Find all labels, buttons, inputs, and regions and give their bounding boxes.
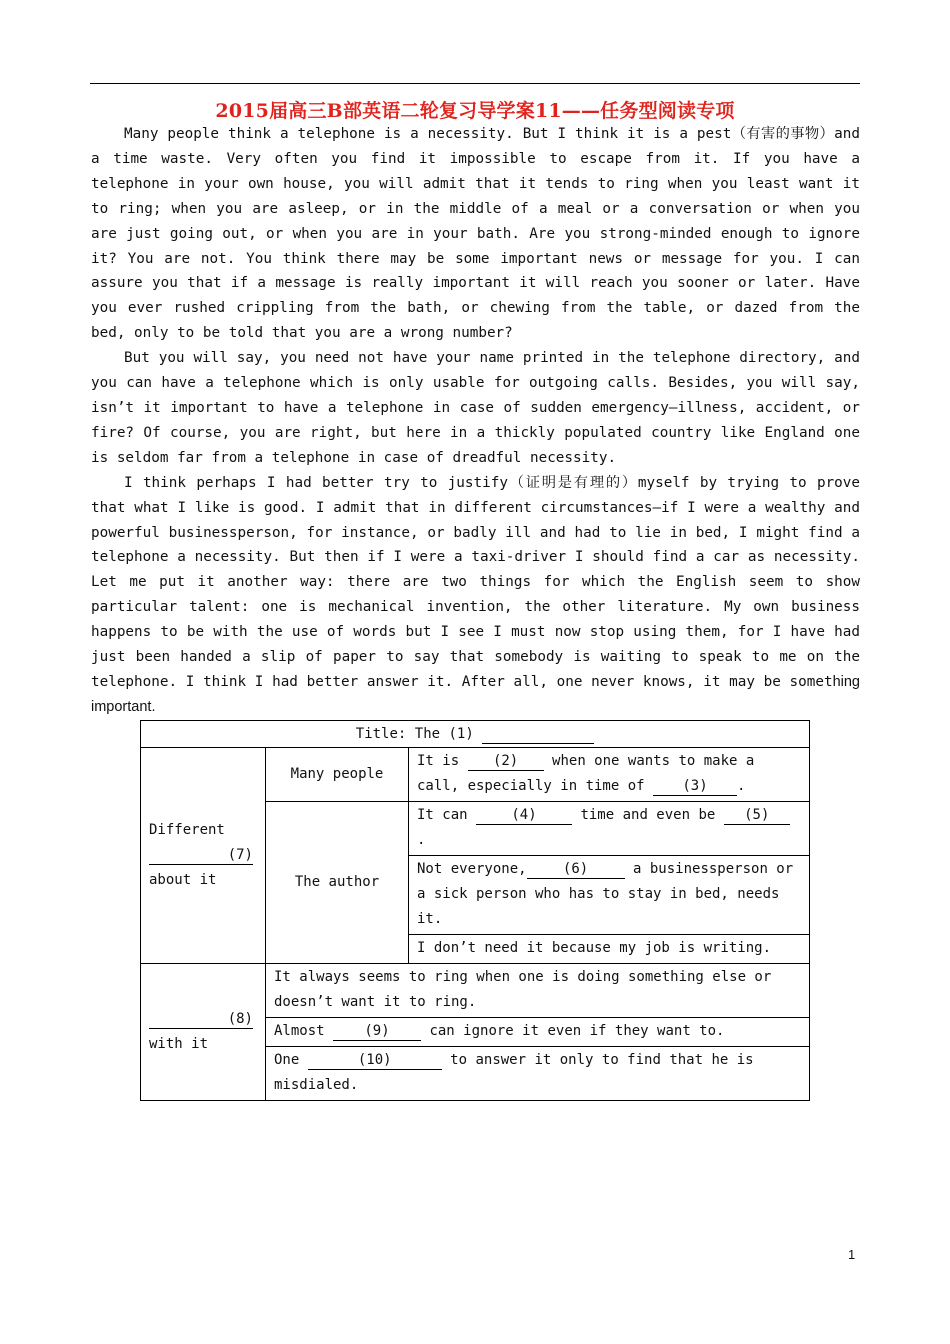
blank-2[interactable]: (2) xyxy=(468,752,544,771)
cell-r2-text-b: time and even be xyxy=(580,807,716,823)
cell-many-people: Many people xyxy=(266,748,409,802)
blank-6[interactable]: (6) xyxy=(527,860,625,879)
blank-3[interactable]: (3) xyxy=(653,777,737,796)
cell-r6-text-a: Almost xyxy=(274,1023,325,1039)
blank-7[interactable]: (7) xyxy=(149,846,253,865)
cell-r1-text-a: It is xyxy=(417,753,460,769)
header-rule xyxy=(90,83,860,84)
passage-paragraph-3-text: I think perhaps I had better try to justify（证明是有理的）myself by trying to prove that what I like is good. I admit that in different circumstances—if I were a wealthy and powerful businessperson, for instance, or badly ill and had to lie in bed, I might find a telephone a necessity. But then if I were a taxi-driver I should find a car as necessity. Let me put it another way: there are two things for which the English seem to show particular talent: one is mechanical invention, the other literature. My own business happens to be with the use of words but I see I must now stop using them, for I have had just been handed a slip of paper to say that somebody is waiting to speak to me on the telephone. I think I had better answer it. After all, one never knows, it may be somet xyxy=(91,474,860,690)
blank-9[interactable]: (9) xyxy=(333,1022,421,1041)
passage-paragraph-1: Many people think a telephone is a necessity. But I think it is a pest（有害的事物）and a time waste. Very often you find it impossible to escape from it. If you have a telephone in your own house, you will admit that it tends to ring when you least want it to ring; when you are asleep, or in the middle of a meal or a conversation or when you are just going out, or when you are in your bath. Are you strong-minded enough to ignore it? You are not. You think there may be some important news or message for you. I can assure you that if a message is really important it will reach you sooner or later. Have you ever rushed crippling from the bath, or chewing from the table, or dazed from the bed, only to be told that you are a wrong number? xyxy=(91,126,860,342)
passage-paragraph-3-tail: hing important. xyxy=(91,673,860,715)
row-label-problems xyxy=(141,964,266,1101)
page-number: 1 xyxy=(848,1247,856,1262)
cell-r6 xyxy=(266,1018,810,1047)
cell-r5: It always seems to ring when one is doing something else or doesn’t want it to ring. xyxy=(266,964,810,1018)
cell-r1 xyxy=(409,748,810,802)
cell-r3 xyxy=(409,856,810,935)
blank-8[interactable]: (8) xyxy=(149,1010,253,1029)
cell-the-author: The author xyxy=(266,802,409,964)
row-label-different xyxy=(141,748,266,964)
cell-r2-text-c: . xyxy=(417,832,426,848)
passage-paragraph-2: But you will say, you need not have your name printed in the telephone directory, and you can have a telephone which is only usable for outgoing calls. Besides, you will say, isn’t it important to have a telephone in case of sudden emergency—illness, accident, or fire? Of course, you are right, but here in a thickly populated country like England one is seldom far from a telephone in case of dreadful necessity. xyxy=(91,350,860,466)
cell-r1-text-c: . xyxy=(737,778,746,794)
row-label-different-prefix: Different xyxy=(149,821,225,838)
task-table xyxy=(140,720,810,1101)
cell-r3-text-a: Not everyone, xyxy=(417,861,527,877)
table-title-cell xyxy=(141,721,810,748)
blank-1[interactable] xyxy=(482,725,594,744)
row-label-problems-suffix: with it xyxy=(149,1035,209,1052)
table-row xyxy=(141,748,810,802)
blank-4[interactable]: (4) xyxy=(476,806,572,825)
page-title: 2015届高三B部英语二轮复习导学案11——任务型阅读专项 xyxy=(215,100,735,122)
table-row xyxy=(141,721,810,748)
cell-r6-text-b: can ignore it even if they want to. xyxy=(429,1023,725,1039)
cell-r3-text-b: a businessperson or a sick person who has to stay in bed, needs it. xyxy=(417,861,794,927)
blank-10[interactable]: (10) xyxy=(308,1051,442,1070)
table-title-prefix: Title: The (1) xyxy=(355,726,474,742)
passage-paragraph-3 xyxy=(91,471,860,720)
table-row xyxy=(141,964,810,1018)
reading-passage xyxy=(91,122,860,720)
cell-r7 xyxy=(266,1047,810,1101)
cell-r1-text-b: when one wants to make a call, especially in time of xyxy=(417,753,755,794)
cell-r7-text-b: to answer it only to find that he is misdialed. xyxy=(274,1052,754,1093)
cell-r2 xyxy=(409,802,810,856)
cell-r7-text-a: One xyxy=(274,1052,300,1068)
cell-r2-text-a: It can xyxy=(417,807,468,823)
cell-r4: I don’t need it because my job is writing. xyxy=(409,935,810,964)
blank-5[interactable]: (5) xyxy=(724,806,790,825)
row-label-different-suffix: about it xyxy=(149,871,217,888)
